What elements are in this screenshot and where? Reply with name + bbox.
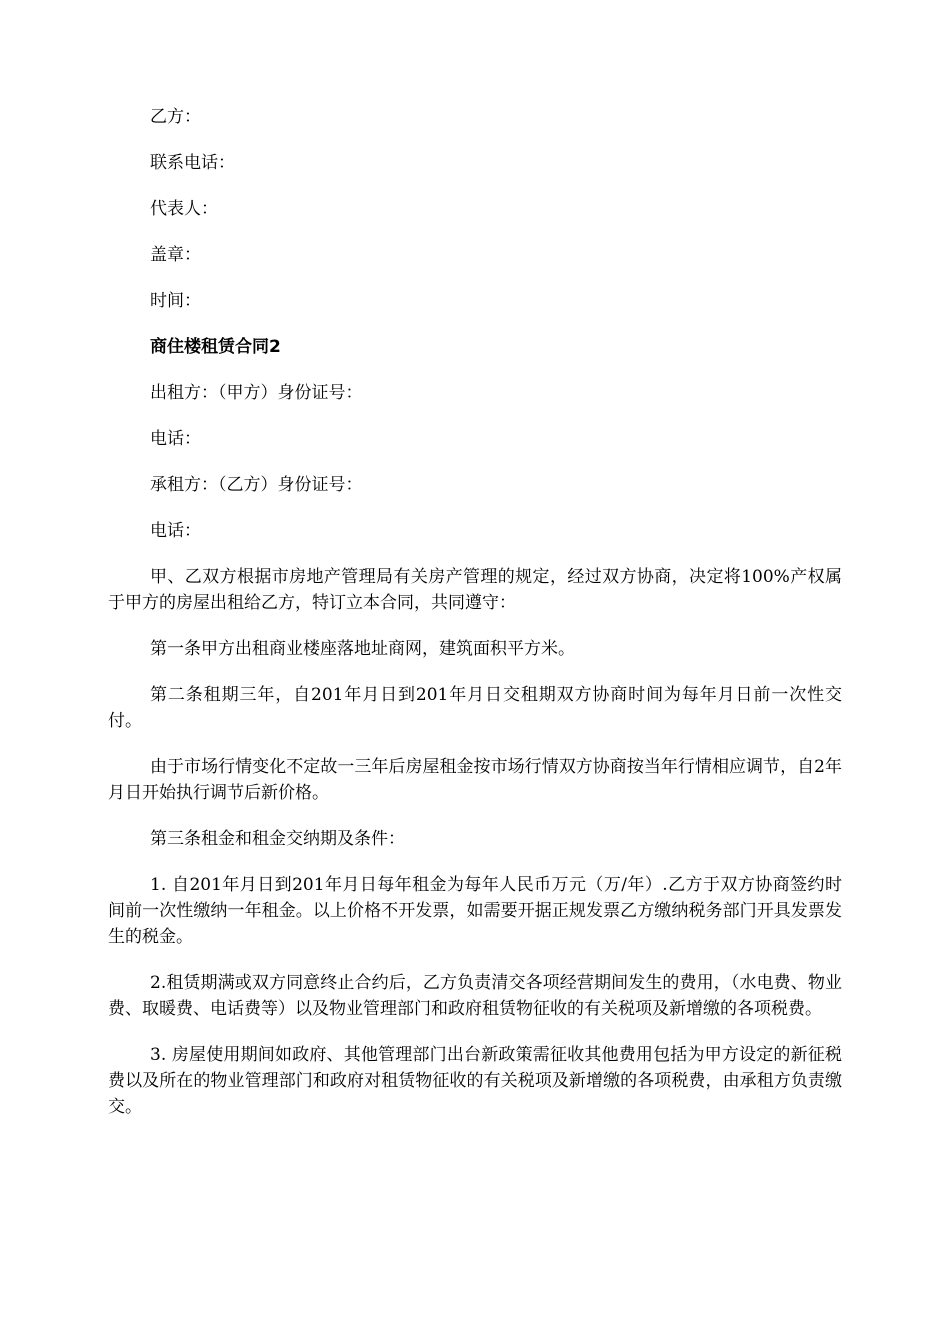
lessor-field: 出租方：（甲方）身份证号： — [150, 383, 363, 403]
seal-field: 盖章： — [150, 245, 201, 265]
paragraph-preamble: 甲、乙双方根据市房地产管理局有关房产管理的规定，经过双方协商，决定将100%产权属于甲方的房屋出租给乙方，特订立本合同，共同遵守： — [108, 567, 842, 613]
time-field: 时间： — [150, 291, 201, 311]
contract-title: 商住楼租赁合同2 — [150, 337, 281, 357]
paragraph-clause-3: 3. 房屋使用期间如政府、其他管理部门出台新政策需征收其他费用包括为甲方设定的新征税费以及所在的物业管理部门和政府对租赁物征收的有关税项及新增缴的各项税费，由承租方负责缴交。 — [108, 1045, 842, 1117]
document-body — [108, 104, 842, 1140]
lessor-phone-field: 电话： — [150, 429, 201, 449]
contact-phone-field: 联系电话： — [150, 153, 235, 173]
paragraph-article-1: 第一条甲方出租商业楼座落地址商网，建筑面积平方米。 — [150, 639, 575, 659]
paragraph-rent-adjustment: 由于市场行情变化不定故一三年后房屋租金按市场行情双方协商按当年行情相应调节，自2年月日开始执行调节后新价格。 — [108, 757, 842, 803]
paragraph-article-3: 第三条租金和租金交纳期及条件： — [150, 829, 405, 849]
paragraph-clause-1: 1. 自201年月日到201年月日每年租金为每年人民币万元（万/年）.乙方于双方协商签约时间前一次性缴纳一年租金。以上价格不开发票，如需要开据正规发票乙方缴纳税务部门开具发票发生的税金。 — [108, 875, 842, 947]
paragraph-article-2: 第二条租期三年，自201年月日到201年月日交租期双方协商时间为每年月日前一次性交付。 — [108, 685, 842, 731]
representative-field: 代表人： — [150, 199, 218, 219]
paragraph-clause-2: 2.租赁期满或双方同意终止合约后，乙方负责清交各项经营期间发生的费用，（水电费、物业费、取暖费、电话费等）以及物业管理部门和政府租赁物征收的有关税项及新增缴的各项税费。 — [108, 973, 842, 1019]
lessee-phone-field: 电话： — [150, 521, 201, 541]
lessee-field: 承租方：（乙方）身份证号： — [150, 475, 363, 495]
party-b-field: 乙方： — [150, 107, 201, 127]
